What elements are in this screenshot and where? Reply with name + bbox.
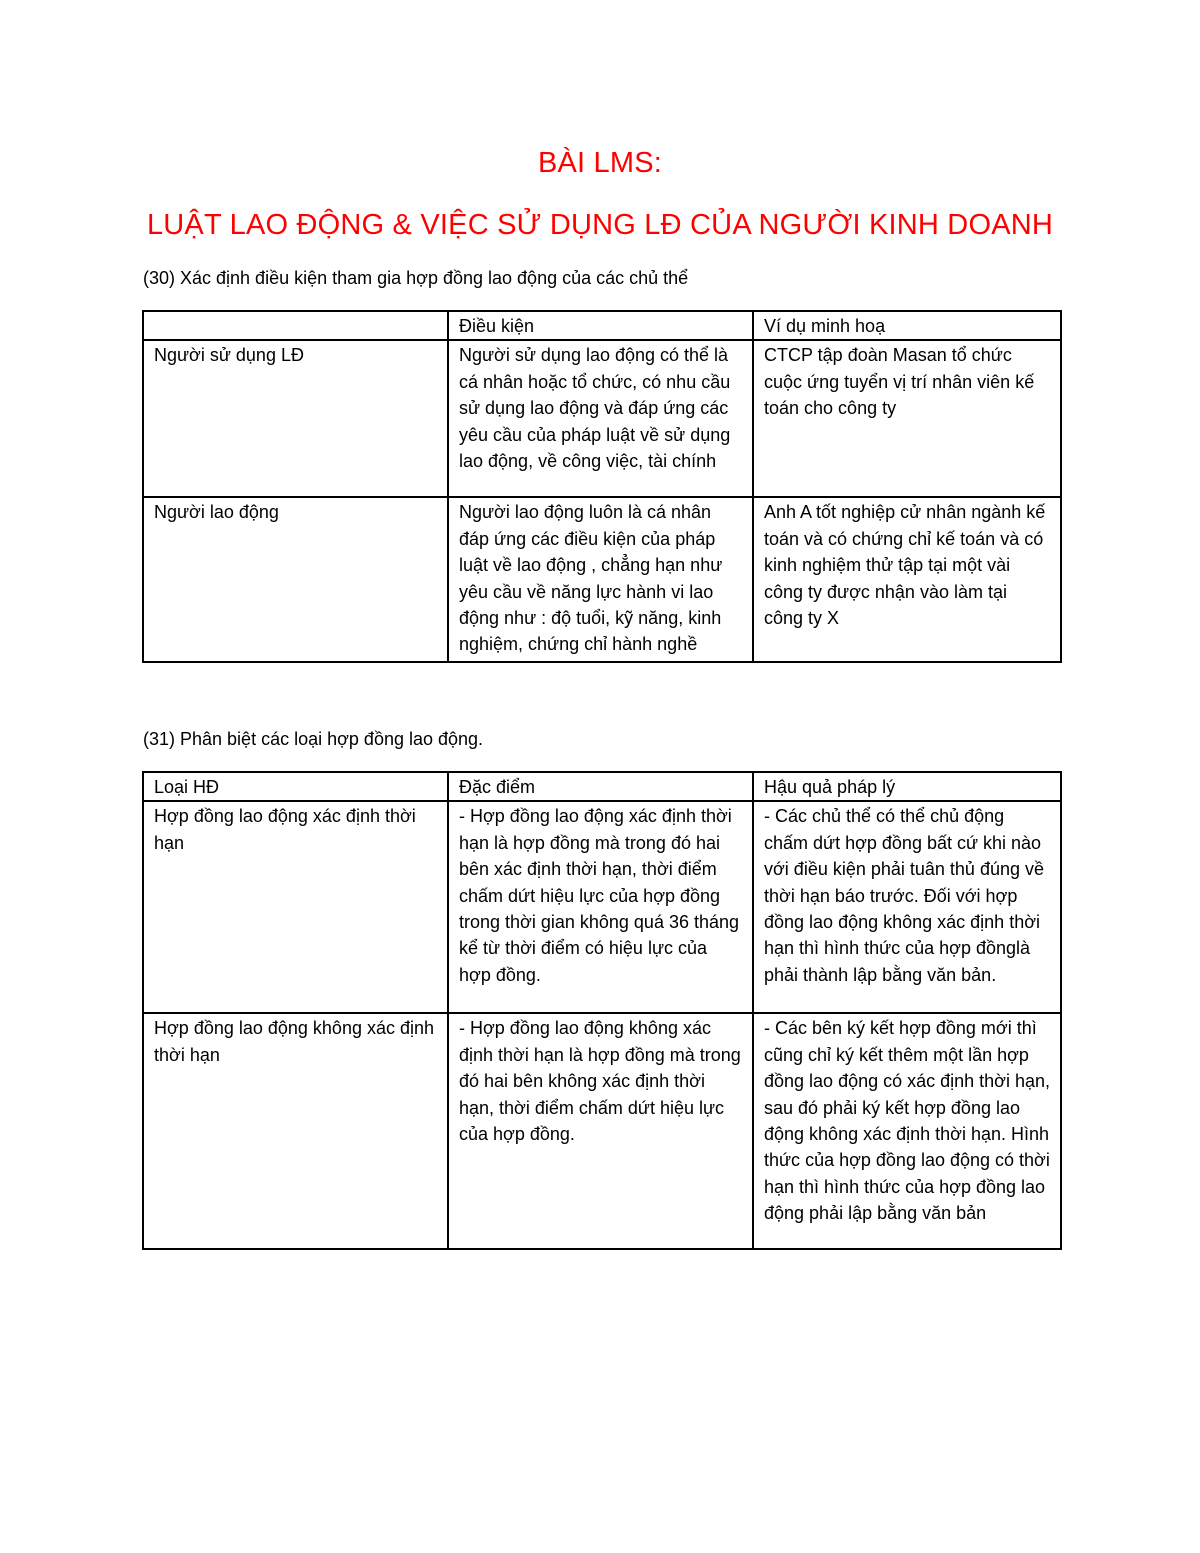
- contract-types-table: [142, 771, 1062, 1250]
- table-row: [143, 340, 1061, 497]
- table-row: [143, 801, 1061, 1013]
- feature-cell: - Hợp đồng lao động xác định thời hạn là hợp đồng mà trong đó hai bên xác định thời hạn, thời điểm chấm dứt hiệu lực của hợp đồng trong thời gian không quá 36 tháng kể từ thời điểm có hiệu lực của hợp đồng.: [448, 801, 753, 1013]
- table-row: [143, 1013, 1061, 1249]
- question-31: (31) Phân biệt các loại hợp đồng lao động.: [143, 729, 484, 749]
- table-header-row: [143, 311, 1061, 340]
- table-header-row: [143, 772, 1061, 801]
- condition-cell: Người sử dụng lao động có thể là cá nhân hoặc tổ chức, có nhu cầu sử dụng lao động và đáp ứng các yêu cầu của pháp luật về sử dụng lao động, về công việc, tài chính: [448, 340, 753, 497]
- subject-cell: Người lao động: [143, 497, 448, 662]
- subject-cell: Người sử dụng LĐ: [143, 340, 448, 497]
- header-cell-example: Ví dụ minh hoạ: [753, 311, 1061, 340]
- contract-type-cell: Hợp đồng lao động xác định thời hạn: [143, 801, 448, 1013]
- condition-cell: Người lao động luôn là cá nhân đáp ứng các điều kiện của pháp luật về lao động , chẳng hạn như yêu cầu về năng lực hành vi lao động như : độ tuổi, kỹ năng, kinh nghiệm, chứng chỉ hành nghề: [448, 497, 753, 662]
- example-cell: Anh A tốt nghiệp cử nhân ngành kế toán và có chứng chỉ kế toán và có kinh nghiệm thử tập tại một vài công ty được nhận vào làm tại công ty X: [753, 497, 1061, 662]
- document-title: BÀI LMS:: [537, 147, 663, 179]
- example-cell: CTCP tập đoàn Masan tổ chức cuộc ứng tuyển vị trí nhân viên kế toán cho công ty: [753, 340, 1061, 497]
- contract-type-cell: Hợp đồng lao động không xác định thời hạn: [143, 1013, 448, 1249]
- header-cell-type: Loại HĐ: [143, 772, 448, 801]
- header-cell-condition: Điều kiện: [448, 311, 753, 340]
- consequence-cell: - Các chủ thể có thể chủ động chấm dứt hợp đồng bất cứ khi nào với điều kiện phải tuân thủ đúng về thời hạn báo trước. Đối với hợp đồng lao động không xác định thời hạn thì hình thức của hợp đồnglà phải thành lập bằng văn bản.: [753, 801, 1061, 1013]
- table-row: [143, 497, 1061, 662]
- header-cell-feature: Đặc điểm: [448, 772, 753, 801]
- consequence-cell: - Các bên ký kết hợp đồng mới thì cũng chỉ ký kết thêm một lần hợp đồng lao động có xác định thời hạn, sau đó phải ký kết hợp đồng lao động không xác định thời hạn. Hình thức của hợp đồng lao động có thời hạn thì hình thức của hợp đồng lao động phải lập bằng văn bản: [753, 1013, 1061, 1249]
- question-30: (30) Xác định điều kiện tham gia hợp đồng lao động của các chủ thể: [143, 268, 689, 288]
- header-cell-consequence: Hậu quả pháp lý: [753, 772, 1061, 801]
- document-subtitle: LUẬT LAO ĐỘNG & VIỆC SỬ DỤNG LĐ CỦA NGƯỜI KINH DOANH: [146, 209, 1054, 241]
- header-cell-empty: [143, 311, 448, 340]
- conditions-table: [142, 310, 1062, 663]
- feature-cell: - Hợp đồng lao động không xác định thời hạn là hợp đồng mà trong đó hai bên không xác định thời hạn, thời điểm chấm dứt hiệu lực của hợp đồng.: [448, 1013, 753, 1249]
